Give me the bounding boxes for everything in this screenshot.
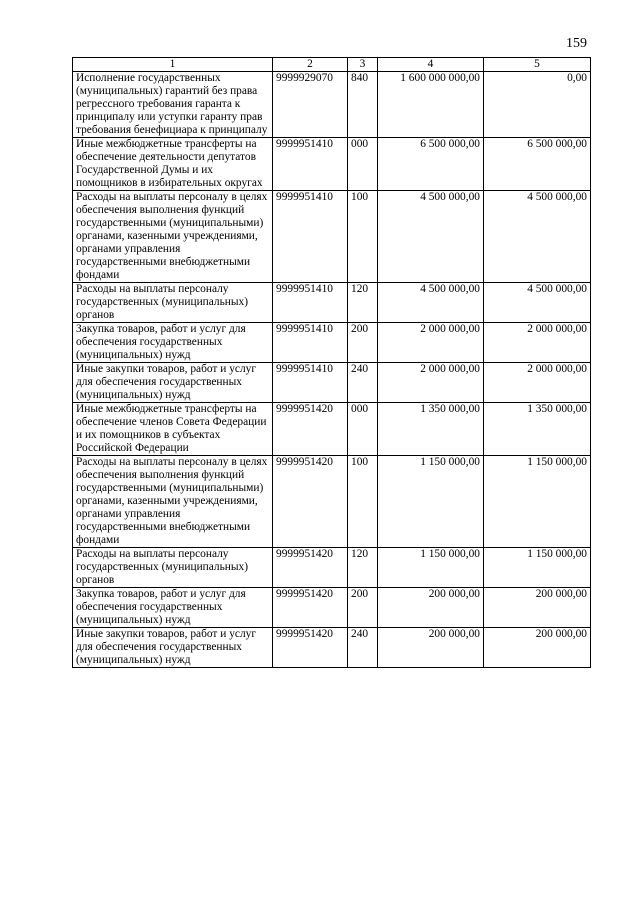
page-number: 159 [566, 36, 587, 51]
table-row [73, 588, 591, 628]
column-header-2: 2 [273, 58, 348, 72]
row-expense-type-cell: 000 [348, 138, 378, 191]
row-expense-type-cell: 100 [348, 191, 378, 283]
column-header-4: 4 [378, 58, 484, 72]
column-header-3: 3 [348, 58, 378, 72]
row-name-cell: Иные межбюджетные трансферты на обеспечение членов Совета Федерации и их помощников в субъектах Российской Федерации [73, 403, 273, 456]
row-name-cell: Иные межбюджетные трансферты на обеспечение деятельности депутатов Государственной Думы и их помощников в избирательных округах [73, 138, 273, 191]
row-expense-type-cell: 000 [348, 403, 378, 456]
row-amount-5-cell: 2 000 000,00 [484, 323, 591, 363]
row-name-cell: Расходы на выплаты персоналу в целях обеспечения выполнения функций государственными (муниципальными) органами, казенными учреждениями, органами управления государственными внебюджетными фондами [73, 456, 273, 548]
row-amount-5-cell: 1 150 000,00 [484, 456, 591, 548]
table-row [73, 628, 591, 668]
row-amount-4-cell: 200 000,00 [378, 588, 484, 628]
row-amount-4-cell: 6 500 000,00 [378, 138, 484, 191]
row-expense-type-cell: 240 [348, 628, 378, 668]
row-name-cell: Исполнение государственных (муниципальных) гарантий без права регрессного требования гаранта к принципалу или уступки гаранту прав требования бенефициара к принципалу [73, 72, 273, 138]
table-row [73, 138, 591, 191]
header-row [73, 58, 591, 72]
row-amount-5-cell: 4 500 000,00 [484, 191, 591, 283]
row-code-cell: 9999951410 [273, 283, 348, 323]
row-amount-4-cell: 1 150 000,00 [378, 548, 484, 588]
row-amount-4-cell: 1 350 000,00 [378, 403, 484, 456]
row-amount-4-cell: 1 150 000,00 [378, 456, 484, 548]
row-amount-4-cell: 2 000 000,00 [378, 363, 484, 403]
row-amount-4-cell: 2 000 000,00 [378, 323, 484, 363]
row-code-cell: 9999951420 [273, 548, 348, 588]
row-amount-5-cell: 4 500 000,00 [484, 283, 591, 323]
row-code-cell: 9999951420 [273, 456, 348, 548]
row-name-cell: Иные закупки товаров, работ и услуг для обеспечения государственных (муниципальных) нужд [73, 628, 273, 668]
row-amount-4-cell: 4 500 000,00 [378, 283, 484, 323]
row-name-cell: Закупка товаров, работ и услуг для обеспечения государственных (муниципальных) нужд [73, 323, 273, 363]
budget-table [72, 57, 591, 668]
row-amount-4-cell: 4 500 000,00 [378, 191, 484, 283]
table-row [73, 548, 591, 588]
row-code-cell: 9999951410 [273, 363, 348, 403]
column-header-5: 5 [484, 58, 591, 72]
row-amount-5-cell: 200 000,00 [484, 628, 591, 668]
table-row [73, 403, 591, 456]
row-expense-type-cell: 200 [348, 323, 378, 363]
row-amount-5-cell: 1 150 000,00 [484, 548, 591, 588]
column-header-1: 1 [73, 58, 273, 72]
row-expense-type-cell: 100 [348, 456, 378, 548]
table-row [73, 363, 591, 403]
row-expense-type-cell: 120 [348, 548, 378, 588]
row-expense-type-cell: 200 [348, 588, 378, 628]
table-row [73, 323, 591, 363]
row-name-cell: Закупка товаров, работ и услуг для обеспечения государственных (муниципальных) нужд [73, 588, 273, 628]
row-code-cell: 9999951410 [273, 191, 348, 283]
row-name-cell: Расходы на выплаты персоналу в целях обеспечения выполнения функций государственными (муниципальными) органами, казенными учреждениями, органами управления государственными внебюджетными фондами [73, 191, 273, 283]
row-code-cell: 9999951420 [273, 588, 348, 628]
row-code-cell: 9999951410 [273, 323, 348, 363]
table-row [73, 283, 591, 323]
row-expense-type-cell: 120 [348, 283, 378, 323]
row-amount-5-cell: 200 000,00 [484, 588, 591, 628]
row-amount-4-cell: 1 600 000 000,00 [378, 72, 484, 138]
table-row [73, 191, 591, 283]
row-code-cell: 9999951410 [273, 138, 348, 191]
table-row [73, 456, 591, 548]
row-code-cell: 9999951420 [273, 628, 348, 668]
row-name-cell: Иные закупки товаров, работ и услуг для обеспечения государственных (муниципальных) нужд [73, 363, 273, 403]
row-amount-4-cell: 200 000,00 [378, 628, 484, 668]
row-name-cell: Расходы на выплаты персоналу государственных (муниципальных) органов [73, 283, 273, 323]
row-amount-5-cell: 2 000 000,00 [484, 363, 591, 403]
table-row [73, 72, 591, 138]
row-amount-5-cell: 0,00 [484, 72, 591, 138]
row-amount-5-cell: 1 350 000,00 [484, 403, 591, 456]
row-amount-5-cell: 6 500 000,00 [484, 138, 591, 191]
row-expense-type-cell: 840 [348, 72, 378, 138]
row-code-cell: 9999951420 [273, 403, 348, 456]
row-expense-type-cell: 240 [348, 363, 378, 403]
row-code-cell: 9999929070 [273, 72, 348, 138]
row-name-cell: Расходы на выплаты персоналу государственных (муниципальных) органов [73, 548, 273, 588]
